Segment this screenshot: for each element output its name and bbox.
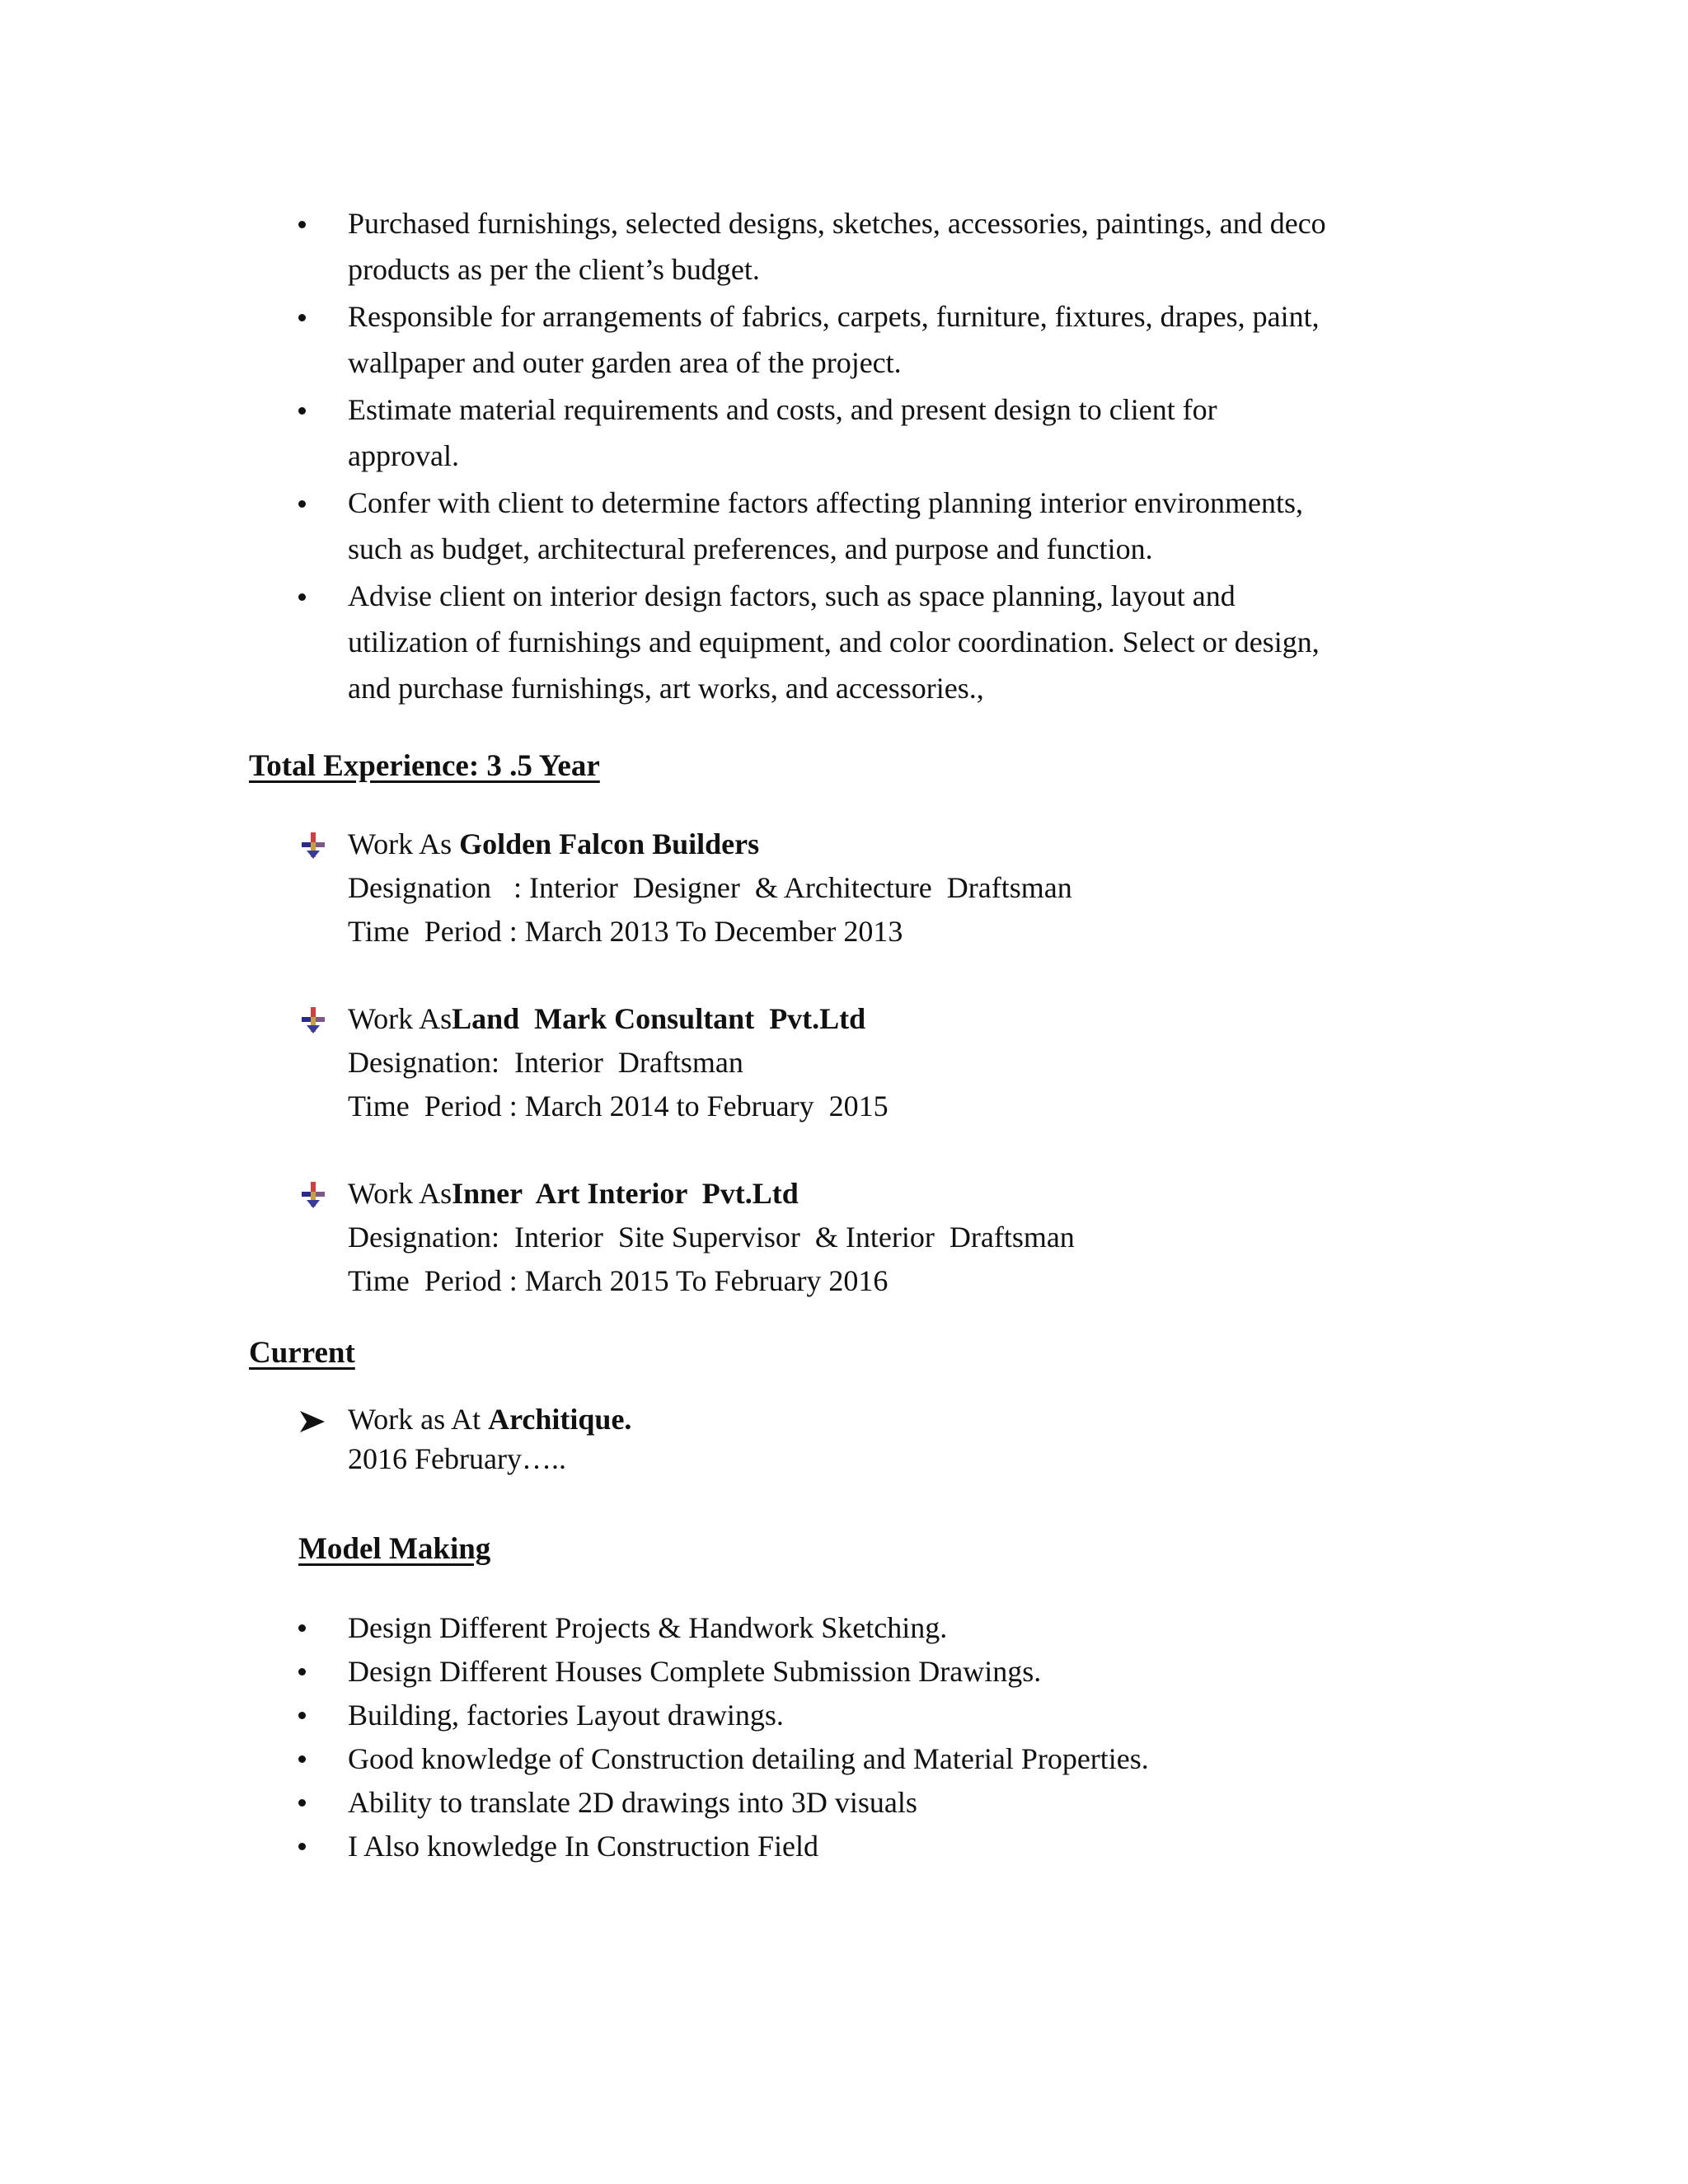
current-title-line	[298, 1399, 1452, 1439]
job-period: Time Period : March 2015 To February 2016	[348, 1264, 889, 1297]
job-designation: Designation : Interior Designer & Architecture Draftsman	[348, 871, 1072, 904]
company-name: Land Mark Consultant Pvt.Ltd	[452, 1002, 866, 1035]
item-line: and purchase furnishings, art works, and accessories.,	[348, 672, 984, 705]
arrow-right-icon	[298, 1409, 326, 1434]
bullet-dot-icon	[298, 1799, 306, 1807]
colored-plus-arrow-icon	[298, 1180, 328, 1210]
bullet-dot-icon	[298, 1668, 306, 1675]
experience-heading: Total Experience: 3 .5 Year	[249, 749, 600, 783]
job-prefix: Work As	[348, 827, 460, 860]
job-designation: Designation: Interior Draftsman	[348, 1046, 743, 1079]
company-name: Golden Falcon Builders	[459, 827, 760, 860]
item-line: Confer with client to determine factors affecting planning interior environments,	[348, 486, 1303, 519]
colored-plus-arrow-icon	[298, 1005, 328, 1035]
item-line: such as budget, architectural preferences, and purpose and function.	[348, 532, 1153, 565]
bullet-dot-icon	[298, 1624, 306, 1632]
colored-plus-arrow-icon	[298, 831, 328, 860]
bullet-dot-icon	[298, 1755, 306, 1763]
list-item	[298, 573, 1452, 711]
current-prefix: Work as At	[348, 1403, 489, 1436]
item-line: Responsible for arrangements of fabrics, carpets, furniture, fixtures, drapes, paint,	[348, 300, 1320, 333]
bullet-dot-icon	[298, 314, 306, 321]
job-period: Time Period : March 2014 to February 2015	[348, 1090, 889, 1122]
item-text: I Also knowledge In Construction Field	[348, 1830, 818, 1863]
current-company: Architique.	[488, 1403, 632, 1436]
list-item	[298, 480, 1452, 572]
model-making-heading: Model Making	[298, 1532, 491, 1566]
job-title-line	[298, 823, 1452, 866]
item-line: wallpaper and outer garden area of the project.	[348, 346, 902, 379]
job-prefix: Work As	[348, 1002, 452, 1035]
item-line: approval.	[348, 439, 459, 472]
list-item	[298, 1825, 1452, 1868]
job-entry	[298, 997, 1452, 1128]
bullet-dot-icon	[298, 1712, 306, 1719]
list-item	[298, 1606, 1452, 1649]
current-heading: Current	[249, 1336, 355, 1370]
list-item	[298, 293, 1452, 386]
bullet-dot-icon	[298, 593, 306, 601]
item-line: Purchased furnishings, selected designs, sketches, accessories, paintings, and deco	[348, 207, 1326, 240]
list-item	[298, 387, 1452, 479]
job-entry	[298, 1172, 1452, 1303]
current-date: 2016 February…..	[348, 1442, 566, 1475]
bullet-dot-icon	[298, 221, 306, 228]
item-line: Advise client on interior design factors, such as space planning, layout and	[348, 579, 1236, 612]
model-making-list	[298, 1606, 1452, 1868]
item-line: utilization of furnishings and equipment, and color coordination. Select or design,	[348, 626, 1320, 658]
item-text: Ability to translate 2D drawings into 3D visuals	[348, 1786, 917, 1819]
item-line: products as per the client’s budget.	[348, 253, 760, 286]
job-designation: Designation: Interior Site Supervisor & Interior Draftsman	[348, 1221, 1075, 1254]
item-text: Good knowledge of Construction detailing and Material Properties.	[348, 1742, 1149, 1775]
list-item	[298, 1694, 1452, 1736]
item-text: Building, factories Layout drawings.	[348, 1699, 784, 1732]
job-prefix: Work As	[348, 1177, 452, 1210]
item-text: Design Different Projects & Handwork Sketching.	[348, 1611, 948, 1644]
list-item	[298, 1650, 1452, 1693]
job-title-line	[298, 997, 1452, 1041]
list-item	[298, 200, 1452, 293]
item-text: Design Different Houses Complete Submission Drawings.	[348, 1655, 1042, 1688]
list-item	[298, 1737, 1452, 1780]
bullet-dot-icon	[298, 500, 306, 508]
current-job	[298, 1399, 1452, 1479]
responsibilities-list	[298, 200, 1452, 712]
job-entry	[298, 823, 1452, 954]
bullet-dot-icon	[298, 407, 306, 415]
company-name: Inner Art Interior Pvt.Ltd	[452, 1177, 799, 1210]
job-period: Time Period : March 2013 To December 2013	[348, 915, 903, 948]
job-title-line	[298, 1172, 1452, 1216]
bullet-dot-icon	[298, 1843, 306, 1850]
item-line: Estimate material requirements and costs, and present design to client for	[348, 393, 1217, 426]
list-item	[298, 1781, 1452, 1824]
